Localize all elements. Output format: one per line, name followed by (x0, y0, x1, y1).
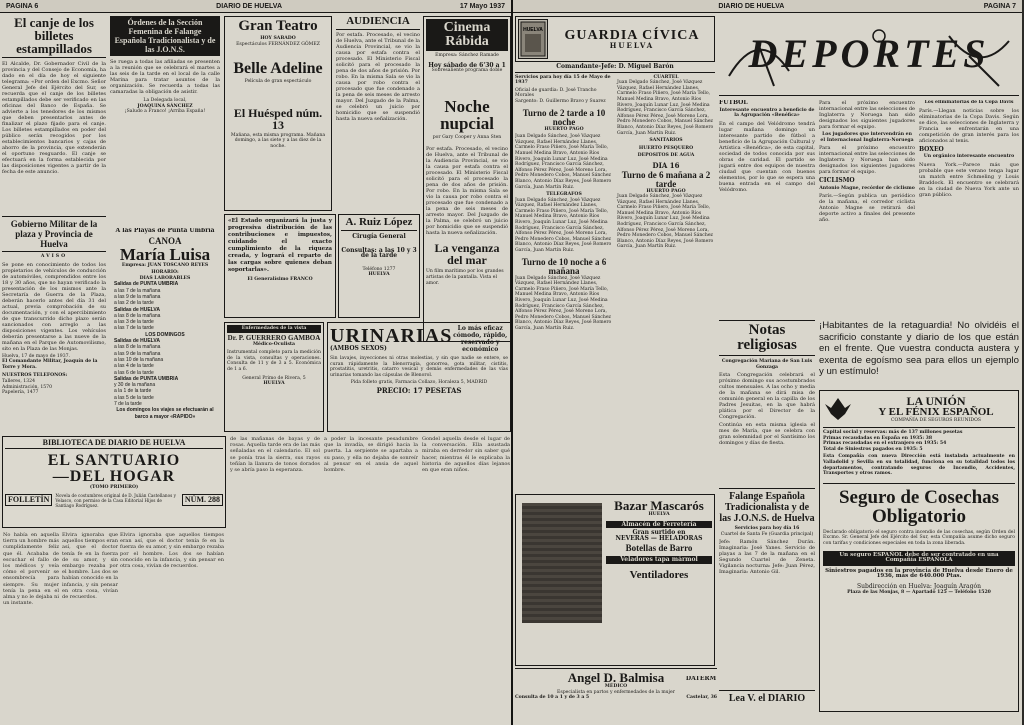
sched-t4-1: a la 1 de la tarde (114, 388, 152, 395)
deportes-b5: Para el próximo encuentro internacional entre las selecciones de Inglaterra y Noruega han sido designados los siguientes jugadores para formar el equipo. (819, 145, 915, 176)
headline-gobierno: Gobierno Militar de la plaza y Provincia de Huelva (2, 216, 106, 252)
folletin-label: FOLLETÍN (5, 494, 52, 506)
urinarias-title: URINARIAS (330, 325, 453, 348)
guardia-turno1b: HUERTO PAGO (544, 126, 584, 132)
deportes-b1-cont: Para el próximo encuentro internacional entre las selecciones de Inglaterra y Noruega han sido designados los siguientes jugadores para formar el equipo. (819, 100, 915, 130)
show-venganza: La venganza del mar (434, 241, 500, 268)
union-highlight1: Un seguro ESPAÑOL debe de ser contratado en una Compañía ESPAÑOLA (823, 551, 1015, 566)
guardia-names-5: Juan Delgado Sánchez, José Vázquez Vázquez, Rafael Hernández Llanes, Carmelo Fraso Piñero, José María Tello, Manuel Medina Bravo, Antonio Ríos Rivero, Joaquín Lunar Luz, José Medina Rodríguez, Francisco García Sánchez, Alfonso Pérez Pérez, José Moreno Lora, Pedro Monedero Cobos, Manuel Sánchez Blanco, Antonio Díaz Reyes, José Romero García, Juan Martín Ruiz. (617, 194, 714, 250)
sched-t3-1: a las 9 de la mañana (114, 350, 161, 357)
union-stat-0: Capital social y reservas: más de 137 millones pesetas (823, 430, 963, 435)
daterm-mark (683, 676, 719, 688)
appeal-habitantes (819, 320, 1019, 388)
article-gobierno-militar (2, 216, 106, 430)
ad-urinarias (327, 322, 511, 432)
telefonos-admin: Administración, 1570 (2, 384, 53, 390)
seguro-title2: Obligatorio (872, 505, 966, 527)
union-title1: LA UNIÓN (906, 393, 966, 408)
guardia-names-1: Juan Delgado Sánchez, José Vázquez Vázquez, Rafael Hernández Llanes, Carmelo Fraso Piñero, José María Tello, Manuel Medina Bravo, Antonio Ríos Rivero, Joaquín Lunar Luz, José Medina Rodríguez, Francisco García Sánchez, Alfonso Pérez Pérez, José Moreno Lora, Pedro Monedero Cobos, Manuel Sánchez Blanco, Antonio Díaz Reyes, José Romero García, Juan Martín Ruiz. (515, 134, 612, 190)
estado-quote: «El Estado organizará la justa y progresiva distribución de las contribuciones e impuestos, cuidando el exacto cumplimiento de la riqueza creada, y logrará el reparto de las cargas sobre quienes deban soportarlas». (228, 218, 332, 273)
sched-t4-3: 7 de la tarde (114, 401, 142, 408)
page-right (513, 0, 1022, 725)
show-noche-nupcial-desc: por Gary Cooper y Anna Sten (432, 134, 502, 140)
sched-s3: Salidas de HUELVA (114, 338, 160, 345)
deportes-b2: París.—Llegan noticias sobre los eliminatorias de la Copa Davis. Según se dice, las selecciones de Inglaterra y Francia se enfrentarán en una competición de gran interés para los aficionados al tenis. (919, 107, 1019, 144)
cinema-filler: Por estafa. Procesado, el vecino de Huelva, ante el Tribunal de la Audiencia Provincial, se vio la causa por estafa contra el procesado. El Ministerio Fiscal solicitó para el procesado la pena de dos años de prisión. Por robo. En la misma Sala se vio la causa por robo contra el procesado que fue condenado a la pena de seis meses de arresto mayor. Del Juzgado de la Palma, se celebró un juicio por homicidio que se suspendió hasta la nueva señalización. (426, 146, 508, 237)
guardia-city: HUELVA (609, 41, 655, 51)
ad-guerrero-gamboa (224, 322, 324, 432)
deportes-h3: Un orgánico interesante encuentro (923, 154, 1015, 160)
canoa-label: CANOA (148, 235, 182, 246)
guardia-servicios: Servicios para hoy día 15 de Mayo de 1937 (515, 74, 611, 86)
guardia-cols (515, 75, 715, 332)
deportes-title: DEPORTES (748, 31, 990, 76)
novel-col-1b: Elvira ignoraba que aquellos tiempos eran así, que el doctor tenía fe en la fuerza de su amor, y sin embargo rezaba por el hombre. Los dos se habían conocido en la infancia, y sin pensar en otra cosa, vivían de recuerdos. (62, 532, 118, 601)
union-stat-3: Total de Siniestros pagados en 1935: 5 (823, 446, 923, 452)
urinarias-title-wrap (330, 326, 452, 352)
canoa-dias: DIAS LABORABLES (139, 275, 191, 281)
union-agent: Subdirección en Huelva: Joaquín Aragón (857, 582, 981, 590)
ruiz-name: A. Ruiz López (341, 217, 417, 231)
union-stat-2: Primas recaudadas en el extranjero en 1935: 54 (823, 441, 947, 447)
guerrero-head: Enfermedades de la vista (227, 325, 321, 333)
balmisa-footer (515, 695, 717, 701)
novel-col-4: a poder la incesante pesadumbre que la invadía, se dirigió hacia la puerta. La serpiente se apartaba a su paso, y ella no dejaba de sonreír al pensar en el ansia de aquel hombre. (324, 436, 418, 474)
guardia-sec-telegrafos: TELEGRAFOS (546, 192, 582, 198)
deportes-banner (719, 16, 1019, 96)
union-head (823, 394, 1015, 428)
biblioteca-tomo: (TOMO PRIMERO) (89, 485, 139, 490)
union-stats (823, 430, 1015, 452)
biblioteca-footer (5, 493, 223, 508)
phoenix-icon (823, 394, 853, 424)
union-title2: Y EL FÉNIX ESPAÑOL (878, 405, 994, 418)
show-huesped-desc: Mañana, esta misma programa. Mañana domingo, a las siete y a las diez de la noche. (230, 132, 326, 149)
biblioteca-note: Novela de costumbres original de D. Julián Castellanos y Velasco, con permiso de la Casa Editorial Hijos de Santiago Rodríguez. (55, 492, 176, 508)
cinema-nota: Sobresaliente programa doble (431, 68, 503, 74)
bazar-l4: Botellas de Barro (625, 543, 693, 554)
sched-t3-3: a las 4 de la tarde (114, 363, 154, 370)
deportes-h2: Los eliminatorias de la Copa Davis (924, 100, 1014, 105)
telefonos-title: NUESTROS TELEFONOS: (2, 373, 68, 379)
article-audiencia (336, 16, 420, 212)
deportes-b4: París.—Según publica un periódico de la mañana, el corredor ciclista Antonio Magne se retirará del deporte activo a finales del presente año. (819, 193, 915, 224)
huelva-crest-icon (518, 19, 548, 59)
headline-audiencia: AUDIENCIA (336, 16, 420, 30)
footer-lea (719, 690, 815, 712)
novel-col-2: Elvira ignoraba que aquellos tiempos eran así, que el doctor tenía fe en la fuerza de su amor, y sin embargo rezaba por el hombre. Los dos se habían conocido en la infancia, y sin pensar en otra cosa, vivían de recuerdos. (120, 532, 224, 570)
masthead-left: DIARIO DE HUELVA (216, 2, 282, 10)
novel-col-1: No había en aquella tierra un hombre más cumplidamente feliz que él. Acababa de escuchar el fallo de los médicos y veía cómo el porvenir se ensombrecía para siempre. Su mujer tenía la pena en el alma y no le dejaba ni un instante. (3, 532, 59, 607)
sched-s1: Salidas de PUNTA UMBRIA (114, 281, 179, 288)
guardia-names-3: Juan Delgado Sánchez, José Vázquez Vázquez, Rafael Hernández Llanes, Carmelo Fraso Piñero, José María Tello, Manuel Medina Bravo, Antonio Ríos Rivero, Joaquín Lunar Luz, José Medina Rodríguez, Francisco García Sánchez, Alfonso Pérez Pérez, José Moreno Lora, Pedro Monedero Cobos, Manuel Sánchez Blanco, Antonio Díaz Reyes, José Romero García, Juan Martín Ruiz. (515, 275, 612, 331)
cinema-rabida-title: Cinema Rábida (426, 19, 508, 51)
falange2-body: Jefe: Ramón Sánchez Durán. Imaginaria: José Yanes. Servicio de playas a las 7 de la mañana en el Segundo Cuartel de Zeneta. Vigilancia nocturna: Jefe: Juan Pérez, Imaginaria: Antonio Gil. (719, 539, 815, 576)
article-notas-religiosas (719, 320, 815, 486)
box-biblioteca (2, 436, 226, 528)
bazar-l1: Almacén de Ferretería (606, 521, 712, 529)
gobierno-fecha: Huelva, 17 de mayo de 1937. (2, 353, 71, 359)
notas-b1: Esta Congregación celebrará el próximo domingo sus acostumbrados cultos mensuales. A las ocho y media de la mañana se dirá misa de comunión general en la capilla de los Padres Jesuitas, en la que habrá plática por el Director de la Congregación. (719, 372, 815, 421)
show-belle-adeline-desc: Película de gran espectáculo (244, 79, 312, 85)
body-canje: El Alcalde, Dr. Gobernador Civil de la provincia y del Consejo de Economía, ha dado en el día de hoy el siguiente telegrama: «Por orden del Excmo. Señor General Jefe del Ejército del Sur, se recuerda que el canje de los billetes estampillados debe ser verificado en las oficinas del Banco de España. Se advierte a los tenedores de los mismos que deben presentarlos antes de finalizar el plazo fijado para el canje. Los billetes estampillados en poder del público serán recogidos por los establecimientos bancarios y cajas de ahorro de la provincia, que extenderán el oportuno resguardo. El canje se efectuará en la forma establecida por las disposiciones vigentes a partir de la fecha de este anuncio. (2, 61, 106, 175)
guerrero-city: HUELVA (263, 381, 285, 387)
deportes-col-2 (819, 100, 915, 315)
notas-title: Notas religiosas (719, 320, 815, 356)
gran-teatro-day: HOY SABADO (260, 36, 296, 41)
falange2-title: Falange Española Tradicionalista y de las J.O.N.S. de Huelva (719, 488, 815, 524)
guardia-sec-depositos: DEPOSITOS DE AGUA (637, 153, 695, 159)
daterm-text: DATERM (685, 676, 717, 682)
guardia-oficial: Oficial de guardia: D. José Trancho Morales (515, 87, 597, 99)
canoa-schedule (110, 281, 220, 420)
guardia-names-2: Juan Delgado Sánchez, José Vázquez Vázquez, Rafael Hernández Llanes, Carmelo Fraso Piñero, José María Tello, Manuel Medina Bravo, Antonio Ríos Rivero, Joaquín Lunar Luz, José Medina Rodríguez, Francisco García Sánchez, Alfonso Pérez Pérez, José Moreno Lora, Pedro Monedero Cobos, Manuel Sánchez Blanco, Antonio Díaz Reyes, José Romero García, Juan Martín Ruiz. (515, 197, 612, 254)
guardia-turno1: Turno de 2 tarde a 10 noche (522, 107, 606, 127)
falange2-guardia: Cuartel de Santa Fe (Guardia principal) (720, 531, 814, 537)
urinarias-sub: (AMBOS SEXOS) (330, 345, 387, 353)
notas-h1: Congregación Mariana de San Luis Gonzaga (721, 359, 813, 370)
page-number-right: PAGINA 7 (983, 2, 1016, 10)
crest-shape (519, 20, 547, 58)
novel-col-5: Gondel aquella desde el lugar de la conversación. Ella asustada miraba en derredor sin saber qué hacer, mientras él le explicaba la historia de aquellos días lejanos en que eran niños. (422, 436, 510, 474)
gobierno-sign: El Comandante Militar, Joaquín de la Torre y Mora. (2, 359, 98, 370)
guardia-turno2b: HUERTO PAGO (646, 188, 686, 194)
date-left: 17 Mayo 1937 (459, 2, 505, 10)
guardia-col-right (617, 75, 715, 332)
stove-image (522, 503, 602, 623)
ruiz-addr: Teléfono 1277 (362, 266, 396, 272)
seguro-body: Declarado obligatorio el seguro contra incendio de las cosechas, según Orden del Excmo. Sr. General Jefe del Ejército del Sur, esta Compañía asume dicho seguro con tarifas y condiciones especiales en toda la zona liberada. (823, 529, 1015, 546)
canoa-name: María Luisa (119, 244, 211, 264)
bazar-city: HUELVA (648, 512, 670, 517)
ad-gran-teatro (224, 16, 332, 211)
box-estado-quote (224, 214, 336, 318)
body-falange: Se ruega a todas las afiliadas se presenten a la reunión que se celebrará el martes a las seis de la tarde en el local de la calle Marina para tratar asuntos de la organización. Se recuerda a todas las camaradas la obligación de asistir. (110, 59, 220, 95)
cinema-hoy: Hoy sábado de 6'30 a 1 (428, 61, 506, 69)
gobierno-aviso: AVISO (40, 254, 68, 259)
bazar-l3: NEVERAS — HELADORAS (615, 534, 703, 542)
habitantes-text: ¡Habitantes de la retaguardia! No olvidéis el sacrificio constante y diario de los que están en el frente. Que vuestra conducta austera y exenta de egoísmo sea para ellos un ejemplo y un estímulo! (819, 320, 1019, 378)
estado-franco: El Generalísimo FRANCO (247, 277, 313, 282)
falange-sign-name: JOAQUINA SÁNCHEZ (137, 103, 193, 109)
sched-t2-1: a las 3 de la tarde (114, 319, 154, 326)
union-highlight2: Siniestros pagados en la provincia de Huelva desde Enero de 1936, más de 640.000 Ptas. (825, 567, 1013, 580)
sched-t3-0: a las 8 de la mañana (114, 344, 161, 351)
article-falange-femenina (110, 16, 220, 226)
sched-t4-2: a las 5 de la tarde (114, 394, 154, 401)
sched-t2-2: a las 7 de la tarde (114, 325, 154, 332)
union-stat-1: Primas recaudadas en España en 1935: 38 (823, 435, 933, 441)
canoa-horario: HORARIO: (151, 270, 179, 276)
union-sub: COMPAÑÍA DE SEGUROS REUNIDOS (890, 417, 982, 423)
deportes-ciclismo: CICLISMO (819, 177, 855, 185)
guardia-head (515, 16, 715, 62)
deportes-h5: Los jugadores que intervendrán en el Internacional Inglaterra-Noruega (820, 132, 914, 143)
guardia-comandante: Comandante-Jefe: D. Miguel Barón (515, 64, 715, 73)
union-addr: Plaza de las Monjas, 8 — Apartado 125 — Teléfono 1520 (847, 589, 991, 595)
ad-bazar-mascaros (515, 494, 715, 666)
article-canje (2, 16, 106, 212)
deportes-b1: En el campo del Velódromo tendrá lugar mañana domingo un interesante partido de fútbol a beneficio de la Agrupación Cultural y Artística «Benéfica», de esta capital, sociedad de todos conocida por sus obras de caridad. El partido se jugará entre dos equipos de nuestra ciudad que cuentan con buenos elementos, por lo que se espera una buena entrada en el campo del Velódromo. (719, 120, 815, 193)
deportes-h1: Interesante encuentro a beneficio de la Agrupación «Benéfica» (719, 107, 815, 119)
urinarias-tag: Lo más eficaz cómodo, rápido, reservado y económico (453, 325, 508, 353)
bazar-l5: Veladores tapa mármol (606, 556, 712, 564)
union-title-wrap (857, 395, 1015, 424)
bazar-l6: Ventiladores (629, 568, 689, 581)
sched-t4-0: y 30 de la mañana (114, 382, 156, 389)
biblioteca-book2: —DEL HOGAR (52, 468, 176, 485)
balmisa-cons: Consulta de 10 a 1 y de 3 a 5 (515, 695, 590, 701)
falange2-sub: Servicios para hoy día 16 (734, 526, 800, 531)
guerrero-body: Instrumental completo para la medición de la vista, consultas y operaciones. Consulta de 11 y de 3 a 5. Económica de 1 a 6. (227, 350, 321, 372)
biblioteca-book1: EL SANTUARIO (47, 452, 181, 469)
falange-sign-role: La Delegada local, (143, 98, 187, 103)
guardia-names-4: Juan Delgado Sánchez, José Vázquez Vázquez, Rafael Hernández Llanes, Carmelo Fraso Piñero, José María Tello, Manuel Medina Bravo, Antonio Ríos Rivero, Joaquín Lunar Luz, José Medina Rodríguez, Francisco García Sánchez, Alfonso Pérez Pérez, José Moreno Lora, Pedro Monedero Cobos, Manuel Sánchez Blanco, Antonio Díaz Reyes, José Romero García, Juan Martín Ruiz. (617, 80, 714, 136)
sched-t2-0: a las 8 de la mañana (114, 312, 161, 319)
sched-t3-2: a las 10 de la mañana (114, 356, 164, 363)
article-guardia-civica (515, 16, 715, 492)
page-number-left: PAGINA 6 (6, 2, 39, 10)
sched-domingos: LOS DOMINGOS (145, 331, 185, 338)
urinarias-store: Pida folleto gratis, Farmacia Collazo, Horaleza 5, MADRID (350, 380, 488, 386)
deportes-col-1 (719, 100, 815, 315)
folletin-num: NÚM. 288 (182, 494, 223, 506)
notas-b2: Continúa en esta misma iglesia el mes de María, que se celebra con gran solemnidad por el Santísimo los domingos y días de fiesta. (719, 422, 815, 447)
show-belle-adeline: Belle Adeline (233, 60, 323, 78)
running-header-right (513, 0, 1022, 13)
canoa-empresa: Empresa: JUAN TOSCANO REYES (121, 262, 209, 268)
telefonos-talleres: Talleres, 1324 (2, 378, 35, 384)
guardia-sec-pesquero: HUERTO PESQUERO (638, 145, 694, 151)
headline-canje: El canje de los billetes estampillados (2, 16, 106, 58)
guardia-title-wrap (550, 29, 714, 49)
show-huesped: El Huésped núm. 13 (233, 105, 323, 132)
sched-t1-0: a las 7 de la mañana (114, 287, 161, 294)
guardia-turno3: Turno de 10 noche a 6 mañana (521, 256, 607, 276)
headline-falange: Órdenes de la Sección Femenina de Falange Española Tradicionalista y de las J.O.N.S. (110, 16, 220, 56)
urinarias-price: PRECIO: 17 PESETAS (376, 385, 462, 395)
ad-balmisa (515, 668, 717, 714)
guardia-title: GUARDIA CÍVICA (564, 28, 700, 44)
telefonos-papeleria: Papelería, 1477 (2, 390, 39, 396)
guardia-sec-dia16: DIA 16 (652, 160, 680, 170)
ruiz-city: HUELVA (368, 272, 390, 278)
union-body: Esta Compañía con nueva Dirección está instalada actualmente en Valladolid y Sevilla en su totalidad, funciona en su totalidad todos los departamentos, contratando seguros de Incendio, Accidentes, Transportes y otros ramos. (823, 454, 1015, 477)
ruiz-cons: Consultas: a las 10 y 3 de la tarde (341, 246, 417, 260)
balmisa-spec: MÉDICO (604, 684, 628, 689)
bazar-title: Bazar Mascarós (614, 498, 704, 513)
ad-cinema-rabida (423, 16, 511, 342)
novel-col-3: de las mañanas de bayas y de rosas. Aquella tarde era de las más señaladas en el calendario. El sol se ponía tras la sierra, sus rayos teñían la llanura de tonos dorados y se abría paso la esperanza. (230, 436, 320, 474)
sched-s4: Salidas de PUNTA UMBRIA (114, 375, 179, 382)
guardia-turno2: Turno de 6 mañana a 2 tarde (621, 169, 711, 189)
ad-ruiz-lopez (338, 214, 420, 318)
deportes-h4: Antonio Magne, recórdor de ciclismo (819, 185, 915, 191)
deportes-b3: Nueva York.—Parece más que probable que este verano tenga lugar un match entre Schmeling y Louis Braddock. El encuentro se celebrará en la ciudad de Nueva York ante un gran público. (919, 161, 1019, 198)
bazar-l2: Gran surtido en (632, 529, 686, 537)
falange-sign-salute: ¡Saludo a Franco! ¡Arriba España! (124, 109, 206, 115)
balmisa-desc: Especialista en partos y enfermedades de la mujer (557, 689, 675, 695)
deportes-col-3 (919, 100, 1019, 315)
guerrero-spec: Médico-Oculista (252, 341, 296, 347)
cinema-empresa: Empresa: Sánchez Ramade (435, 53, 499, 58)
deportes-futbol: FUTBOL (719, 100, 748, 106)
guardia-col-left (515, 75, 613, 332)
body-audiencia: Por estafa. Procesado, el vecino de Huelva, ante el Tribunal de la Audiencia Provincial, se vio la causa por estafa contra el procesado. El Ministerio Fiscal solicitó para el procesado la pena de dos años de prisión. Por robo. En la misma Sala se vio la causa por robo contra el procesado que fue condenado a la pena de seis meses de arresto mayor. Del Juzgado de la Palma, se celebró un juicio por homicidio que se suspendió hasta la nueva señalización. (336, 32, 420, 122)
show-noche-nupcial: Noche nupcial (440, 96, 494, 133)
guardia-sec-cuartel: CUARTEL (653, 74, 679, 80)
ad-canoa-maria-luisa (110, 228, 220, 432)
sched-t1-2: a las 2 de la tarde (114, 300, 154, 307)
urinarias-head (330, 325, 508, 353)
article-falange-servicios (719, 488, 815, 688)
balmisa-name: Angel D. Balmisa (567, 670, 665, 685)
deportes-boxeo: BOXEO (919, 145, 944, 153)
balmisa-addr: Castelar, 36 (686, 695, 717, 701)
gran-teatro-title: Gran Teatro (238, 18, 318, 34)
biblioteca-title: BIBLIOTECA DE DIARIO DE HUELVA (5, 439, 223, 449)
sched-s2: Salidas de HUELVA (114, 306, 160, 313)
guerrero-name: Dr. P. GUERRERO GAMBOA (227, 333, 321, 342)
urinarias-body: Sin lavajes, inyecciones ni otras molestias, y sin que nadie se entere, se curan rápidamente la blenorragia, gonorrea, gota militar, cistitis, prostatitis, uretritis, catarro vesical y demás enfermedades de las vías urinarias tomando las cápsulas de Blenorol. (330, 356, 508, 378)
seguro-title1: Seguro de Cosechas (823, 483, 1015, 507)
running-header-left (0, 0, 511, 13)
gran-teatro-info: Espectáculos FERNÁNDEZ GÓMEZ (236, 41, 320, 47)
show-venganza-desc: Un film marítimo por los grandes artistas de la pantalla. Vista el amor. (426, 269, 504, 286)
lea-diario: Lea V. el DIARIO (719, 690, 815, 704)
trenes-title: A las Playas de Punta Umbría (115, 228, 215, 234)
guardia-sec-sanitarios: SANITARIOS (649, 138, 683, 144)
ruiz-spec: Cirugía General (352, 233, 406, 240)
guardia-sargento: Sargento: D. Guillermo Bravo y Suarez (515, 98, 606, 104)
bazar-text (606, 499, 712, 581)
ad-union-fenix (819, 390, 1019, 712)
sched-t1-1: a las 9 de la mañana (114, 293, 161, 300)
sched-t3-4: a las 6 de la tarde (114, 369, 154, 376)
svg-text:HUELVA: HUELVA (523, 27, 543, 33)
masthead-right: DIARIO DE HUELVA (718, 2, 785, 10)
sched-nota: Los domingos los viajes se efectuarán al barco a mayor «RAPIDO» (116, 407, 214, 420)
body-gobierno: Se pone en conocimiento de todos los propietarios de vehículos de conducción de automóviles, comprendidos entre los 18 y 30 años, que no hayan verificado la presentación de los mismos ante la Secretaría de Guerra de la Plaza, deberán hacerlo antes del día 31 del actual, previa comprobación de su documentación, y con el apercibimiento de que transcurrido dicho plazo serán sancionados con arreglo a las disposiciones vigentes. Los vehículos deberán presentarse a las nueve de la mañana en el Parque de Automovilismo, sito en la Plaza de las Monjas. (2, 261, 106, 352)
guerrero-addr: General Primo de Rivera, 5 (242, 375, 306, 381)
